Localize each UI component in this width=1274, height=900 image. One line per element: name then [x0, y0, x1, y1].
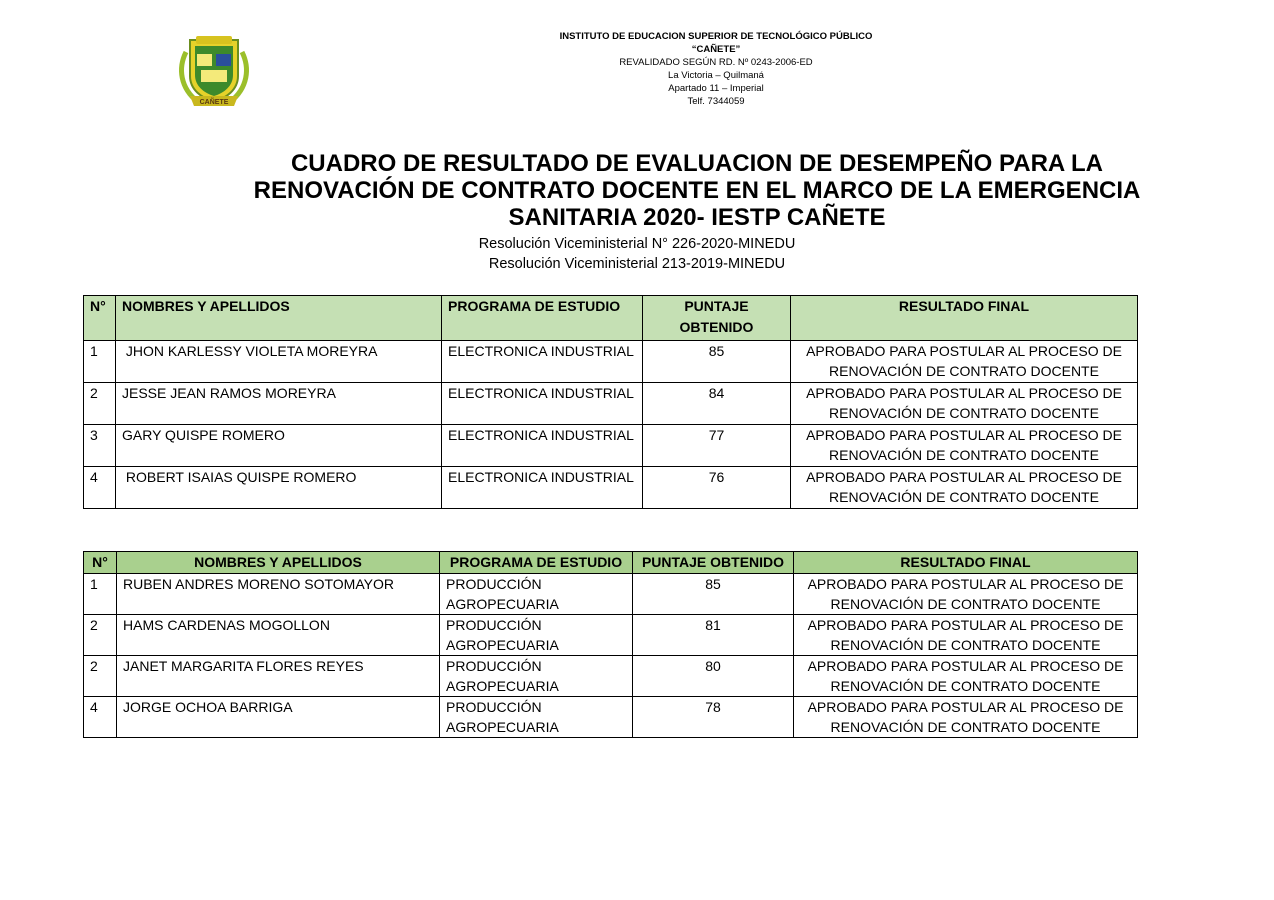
table-row: [84, 615, 1138, 656]
row-number: 4: [84, 467, 116, 509]
row-number: 3: [84, 425, 116, 467]
row-result-line-2: RENOVACIÓN DE CONTRATO DOCENTE: [830, 637, 1101, 653]
row-score: 81: [633, 615, 794, 656]
header-program: PROGRAMA DE ESTUDIO: [442, 296, 643, 341]
row-program: [440, 656, 633, 697]
header-number: N°: [84, 552, 117, 574]
header-program: PROGRAMA DE ESTUDIO: [440, 552, 633, 574]
row-score: 84: [643, 383, 791, 425]
row-result: [791, 425, 1138, 467]
row-score: 76: [643, 467, 791, 509]
title-line-1: CUADRO DE RESULTADO DE EVALUACION DE DESEMPEÑO PARA LA: [290, 150, 1104, 177]
institution-header: [516, 30, 916, 108]
row-result-line-2: RENOVACIÓN DE CONTRATO DOCENTE: [830, 719, 1101, 735]
row-result-line-1: APROBADO PARA POSTULAR AL PROCESO DE: [806, 469, 1122, 485]
row-name: JHON KARLESSY VIOLETA MOREYRA: [116, 341, 442, 383]
row-name: HAMS CARDENAS MOGOLLON: [117, 615, 440, 656]
row-program-line-1: PRODUCCIÓN: [446, 658, 542, 674]
results-table-electronics: [83, 295, 1138, 509]
row-result-line-1: APROBADO PARA POSTULAR AL PROCESO DE: [807, 658, 1124, 674]
table-row: [84, 425, 1138, 467]
header-score: [643, 296, 791, 341]
row-program-line-1: PRODUCCIÓN: [446, 617, 542, 633]
row-program-line-2: AGROPECUARIA: [446, 678, 559, 694]
row-program: ELECTRONICA INDUSTRIAL: [442, 341, 643, 383]
row-result-line-1: APROBADO PARA POSTULAR AL PROCESO DE: [806, 427, 1122, 443]
row-result-line-2: RENOVACIÓN DE CONTRATO DOCENTE: [829, 447, 1099, 463]
row-result-line-1: APROBADO PARA POSTULAR AL PROCESO DE: [806, 343, 1122, 359]
phone-text: Telf. 7344059: [687, 96, 745, 107]
row-score: 77: [643, 425, 791, 467]
row-number: 2: [84, 383, 116, 425]
row-number: 1: [84, 341, 116, 383]
row-result-line-1: APROBADO PARA POSTULAR AL PROCESO DE: [807, 576, 1124, 592]
header-name: NOMBRES Y APELLIDOS: [116, 296, 442, 341]
logo-text: CAÑETE: [199, 99, 229, 106]
header-score-line-1: PUNTAJE: [684, 298, 749, 314]
row-number: 1: [84, 574, 117, 615]
row-result-line-2: RENOVACIÓN DE CONTRATO DOCENTE: [829, 405, 1099, 421]
row-result: [794, 697, 1138, 738]
table-row: [84, 341, 1138, 383]
crest-icon: [176, 32, 252, 108]
header-result: RESULTADO FINAL: [791, 296, 1138, 341]
row-name: ROBERT ISAIAS QUISPE ROMERO: [116, 467, 442, 509]
row-program-line-2: AGROPECUARIA: [446, 719, 559, 735]
row-name: JORGE OCHOA BARRIGA: [117, 697, 440, 738]
row-result: [794, 574, 1138, 615]
row-program-line-1: PRODUCCIÓN: [446, 576, 542, 592]
row-result-line-2: RENOVACIÓN DE CONTRATO DOCENTE: [829, 363, 1099, 379]
row-program: ELECTRONICA INDUSTRIAL: [442, 467, 643, 509]
results-table-agriculture: [83, 551, 1138, 738]
institution-short-name: “CAÑETE”: [691, 44, 741, 55]
row-name: GARY QUISPE ROMERO: [116, 425, 442, 467]
institution-name: INSTITUTO DE EDUCACION SUPERIOR DE TECNOLÓGICO PÚBLICO: [559, 31, 873, 42]
resolution-2: Resolución Viceministerial 213-2019-MINEDU: [488, 256, 786, 272]
row-result: [791, 467, 1138, 509]
row-score: 80: [633, 656, 794, 697]
table-row: [84, 467, 1138, 509]
title-line-3: SANITARIA 2020- IESTP CAÑETE: [508, 204, 886, 231]
row-program: [440, 697, 633, 738]
resolution-1: Resolución Viceministerial N° 226-2020-MINEDU: [478, 236, 796, 252]
row-result-line-1: APROBADO PARA POSTULAR AL PROCESO DE: [807, 617, 1124, 633]
table-row: [84, 574, 1138, 615]
row-result-line-2: RENOVACIÓN DE CONTRATO DOCENTE: [829, 489, 1099, 505]
row-score: 85: [643, 341, 791, 383]
row-result-line-1: APROBADO PARA POSTULAR AL PROCESO DE: [807, 699, 1124, 715]
table-row: [84, 656, 1138, 697]
institution-logo: [176, 32, 252, 108]
row-number: 2: [84, 656, 117, 697]
resolutions: [422, 234, 852, 274]
address-line-2: Apartado 11 – Imperial: [668, 83, 764, 94]
header-score-line-2: OBTENIDO: [679, 319, 754, 335]
header-score: PUNTAJE OBTENIDO: [633, 552, 794, 574]
row-program: ELECTRONICA INDUSTRIAL: [442, 425, 643, 467]
row-program-line-2: AGROPECUARIA: [446, 596, 559, 612]
row-name: JESSE JEAN RAMOS MOREYRA: [116, 383, 442, 425]
row-result-line-2: RENOVACIÓN DE CONTRATO DOCENTE: [830, 678, 1101, 694]
document-title: [232, 150, 1162, 231]
row-result: [794, 615, 1138, 656]
row-score: 85: [633, 574, 794, 615]
table-header-row: [84, 296, 1138, 341]
row-name: JANET MARGARITA FLORES REYES: [117, 656, 440, 697]
row-name: RUBEN ANDRES MORENO SOTOMAYOR: [117, 574, 440, 615]
address-line-1: La Victoria – Quilmaná: [668, 70, 764, 81]
row-result: [794, 656, 1138, 697]
table-row: [84, 383, 1138, 425]
row-result-line-2: RENOVACIÓN DE CONTRATO DOCENTE: [830, 596, 1101, 612]
row-result: [791, 341, 1138, 383]
table-row: [84, 697, 1138, 738]
row-number: 4: [84, 697, 117, 738]
row-program: ELECTRONICA INDUSTRIAL: [442, 383, 643, 425]
row-result-line-1: APROBADO PARA POSTULAR AL PROCESO DE: [806, 385, 1122, 401]
row-score: 78: [633, 697, 794, 738]
title-line-2: RENOVACIÓN DE CONTRATO DOCENTE EN EL MARCO DE LA EMERGENCIA: [253, 177, 1141, 204]
row-result: [791, 383, 1138, 425]
revalidation-text: REVALIDADO SEGÚN RD. Nº 0243-2006-ED: [619, 57, 813, 68]
row-program-line-1: PRODUCCIÓN: [446, 699, 542, 715]
header-number: N°: [84, 296, 116, 341]
header-name: NOMBRES Y APELLIDOS: [117, 552, 440, 574]
row-program: [440, 574, 633, 615]
row-program: [440, 615, 633, 656]
table-header-row: [84, 552, 1138, 574]
header-result: RESULTADO FINAL: [794, 552, 1138, 574]
row-number: 2: [84, 615, 117, 656]
row-program-line-2: AGROPECUARIA: [446, 637, 559, 653]
